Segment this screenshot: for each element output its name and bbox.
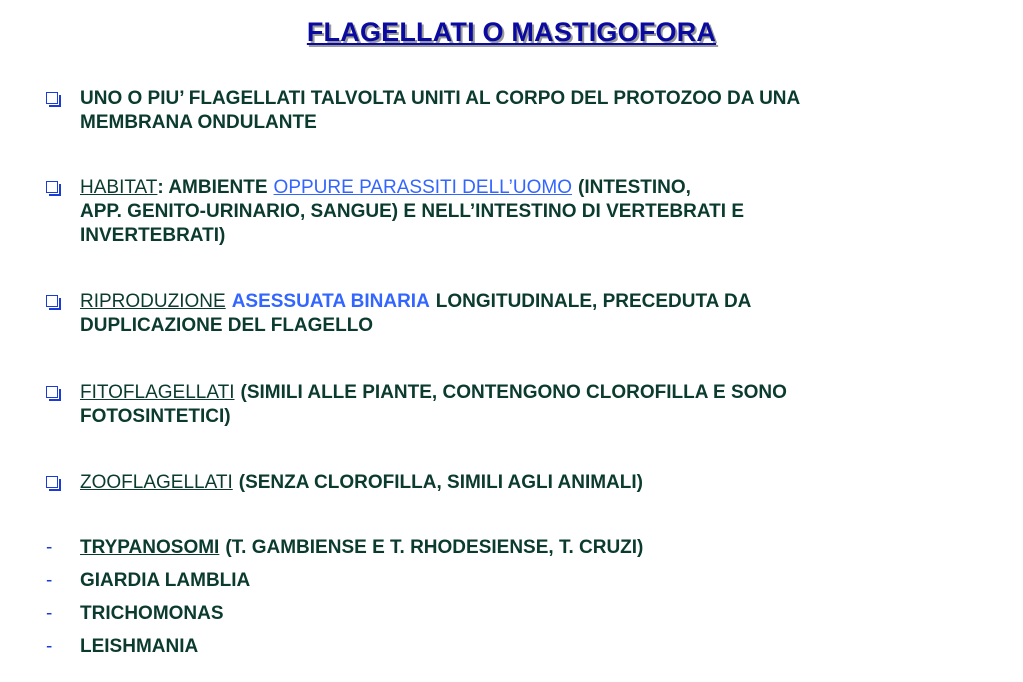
zooflagellati-rest: (SENZA CLOROFILLA, SIMILI AGLI ANIMALI) (238, 472, 643, 493)
sub-item-name: TRYPANOSOMI (80, 537, 220, 558)
zooflagellati-label: ZOOFLAGELLATI (80, 472, 233, 493)
sub-list-item (80, 569, 980, 593)
sub-item-name: GIARDIA LAMBLIA (80, 570, 251, 591)
riproduzione-highlight: ASESSUATA BINARIA (231, 291, 430, 312)
checkbox-bullet-icon (46, 295, 60, 309)
sub-item-rest: (T. GAMBIENSE E T. RHODESIENSE, T. CRUZI) (225, 537, 644, 558)
dash-bullet: - (46, 603, 53, 624)
sub-item-name: TRICHOMONAS (80, 603, 224, 624)
checkbox-bullet-icon (46, 92, 60, 106)
item-line: MEMBRANA ONDULANTE (80, 112, 317, 133)
item-line: UNO O PIU’ FLAGELLATI TALVOLTA UNITI AL CORPO DEL PROTOZOO DA UNA (80, 88, 801, 109)
habitat-label: HABITAT (80, 177, 158, 198)
item-line: APP. GENITO-URINARIO, SANGUE) E NELL’INTESTINO DI VERTEBRATI E (80, 201, 745, 222)
habitat-intro: : AMBIENTE (157, 177, 268, 198)
sub-item-name: LEISHMANIA (80, 636, 199, 657)
dash-bullet: - (46, 537, 53, 558)
page-title: FLAGELLATI O MASTIGOFORA (306, 17, 717, 47)
habitat-rest: (INTESTINO, (578, 177, 691, 198)
checkbox-bullet-icon (46, 181, 60, 195)
list-item (80, 471, 980, 495)
item-line: DUPLICAZIONE DEL FLAGELLO (80, 315, 374, 336)
dash-bullet: - (46, 570, 53, 591)
riproduzione-rest: LONGITUDINALE, PRECEDUTA DA (435, 291, 752, 312)
list-item (80, 290, 980, 338)
habitat-highlight: OPPURE PARASSITI DELL’UOMO (273, 177, 572, 198)
sub-list-item (80, 536, 980, 560)
list-item (80, 176, 980, 248)
checkbox-bullet-icon (46, 476, 60, 490)
fitoflagellati-rest: (SIMILI ALLE PIANTE, CONTENGONO CLOROFILLA E SONO (240, 382, 787, 403)
sub-list-item (80, 635, 980, 659)
item-line: INVERTEBRATI) (80, 225, 226, 246)
fitoflagellati-label: FITOFLAGELLATI (80, 382, 235, 403)
list-item (80, 87, 980, 135)
dash-bullet: - (46, 636, 53, 657)
checkbox-bullet-icon (46, 386, 60, 400)
list-item (80, 381, 980, 429)
sub-list-item (80, 602, 980, 626)
riproduzione-label: RIPRODUZIONE (80, 291, 226, 312)
item-line: FOTOSINTETICI) (80, 406, 231, 427)
